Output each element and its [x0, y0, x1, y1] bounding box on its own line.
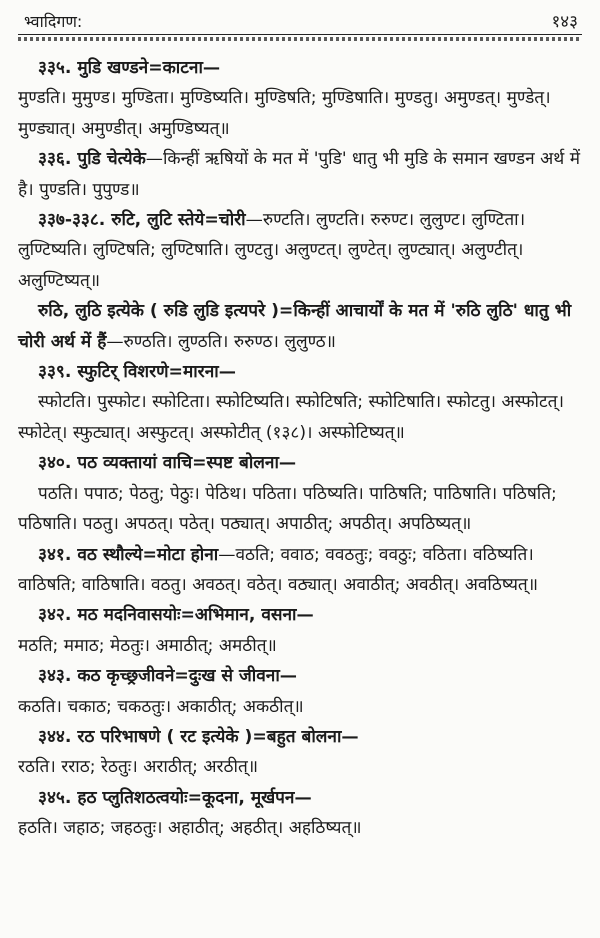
entry-342-forms: मठति; ममाठ; मेठतुः। अमाठीत्; अमठीत्॥ — [18, 635, 277, 656]
entry-335-heading: ३३५. मुडि खण्डने=काटना— — [38, 58, 221, 78]
entry-344-forms: रठति। रराठ; रेठतुः। अराठीत्; अरठीत्॥ — [18, 757, 259, 778]
entry-339-forms: स्फोटति। पुस्फोट। स्फोटिता। स्फोटिष्यति। स्फोटिषति; स्फोटिषाति। स्फोटतु। अस्फोटत्। स्फोटेत्। स्फुट्यात्। अस्फुटत्। अस्फोटीत् (१३८)। अस्फोटिष्यत्॥ — [18, 392, 564, 443]
entry-345-heading: ३४५. हठ प्लुतिशठत्वयोः=कूदना, मूर्खपन— — [38, 787, 312, 808]
entry-341: ३४१. वठ स्थौल्ये=मोटा होना—वठति; ववाठ; ववठतुः; ववठुः; वठिता। वठिष्यति। वाठिषति; वाठिषाति। वठतु। अवठत्। वठेत्। वठ्यात्। अवाठीत्; अवठीत्। अवठिष्यत्॥ — [18, 544, 539, 595]
body-text — [18, 53, 582, 844]
entry-337-338: ३३७-३३८. रुटि, लुटि स्तेये=चोरी—रुण्टति। लुण्टति। रुरुण्ट। लुलुण्ट। लुण्टिता। लुण्टिष्यति। लुण्टिषति; लुण्टिषाति। लुण्टतु। अलुण्टत्। लुण्टेत्। लुण्ट्यात्। अलुण्टीत्। अलुण्टिष्यत्॥ — [18, 210, 526, 291]
entry-343-heading: ३४३. कठ कृच्छ्रजीवने=दुःख से जीवना— — [38, 666, 297, 687]
entry-335-forms: मुण्डति। मुमुण्ड। मुण्डिता। मुण्डिष्यति। मुण्डिषति; मुण्डिषाति। मुण्डतु। अमुण्डत्। मुण्डेत्। मुण्ड्यात्। अमुण्डीत्। अमुण्डिष्यत्॥ — [18, 88, 551, 139]
entry-343-forms: कठति। चकाठ; चकठतुः। अकाठीत्; अकठीत्॥ — [18, 696, 304, 717]
entry-340-forms: पठति। पपाठ; पेठतु; पेठुः। पेठिथ। पठिता। पठिष्यति। पाठिषति; पाठिषाति। पठिषति; पठिषाति। पठतु। अपठत्। पठेत्। पठ्यात्। अपाठीत्; अपठीत्। अपठिष्यत्॥ — [18, 483, 557, 535]
header-rule — [18, 34, 582, 43]
running-header — [18, 4, 582, 32]
entry-344-heading: ३४४. रठ परिभाषणे ( रट इत्येके )=बहुत बोलना— — [38, 726, 359, 747]
entry-345-forms: हठति। जहाठ; जहठतुः। अहाठीत्; अहठीत्। अहठिष्यत्॥ — [18, 818, 362, 839]
entry-ruthi-luthi: रुठि, लुठि इत्येके ( रुडि लुडि इत्यपरे )=किन्हीं आचार्यों के मत में 'रुठि लुठि' धातु भी चोरी अर्थ में हैं—रुण्ठति। लुण्ठति। रुरुण्ठ। लुलुण्ठ॥ — [18, 301, 572, 352]
page-number: १४३ — [551, 12, 578, 32]
chapter-title: भ्वादिगण: — [24, 12, 83, 31]
entry-342-heading: ३४२. मठ मदनिवासयोः=अभिमान, वसना— — [38, 605, 314, 626]
entry-340-heading: ३४०. पठ व्यक्तायां वाचि=स्पष्ट बोलना— — [38, 453, 297, 474]
entry-336: ३३६. पुडि चेत्येके—किन्हीं ऋषियों के मत में 'पुडि' धातु भी मुडि के समान खण्डन अर्थ में है। पुण्डति। पुपुण्ड॥ — [18, 149, 580, 200]
entry-339-heading: ३३९. स्फुटिर् विशरणे=मारना— — [38, 362, 236, 383]
